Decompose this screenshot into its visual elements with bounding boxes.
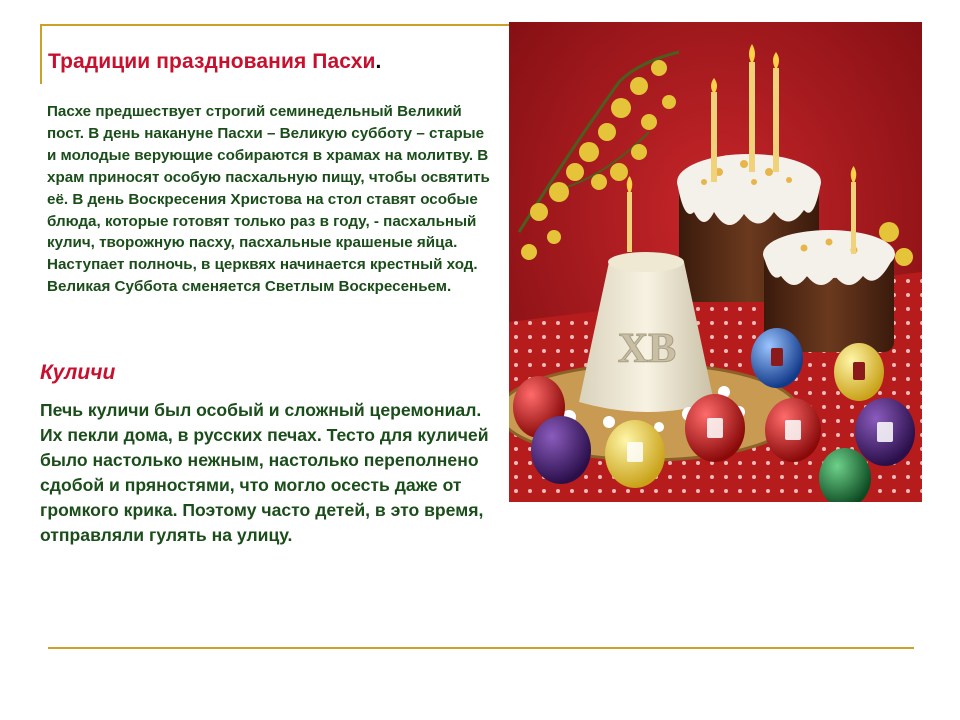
intro-paragraph: Пасхе предшествует строгий семинедельный Великий пост. В день накануне Пасхи – Великую субботу – старые и молодые верующие собираются в храмах на молитву. В храм приносят особую пасхальную пищу, чтобы освятить её. В день Воскресения Христова на стол ставят особые блюда, которые готовят только раз в году, - пасхальный кулич, творожную пасху, пасхальные крашеные яйца. Наступает полночь, в церквях начинается крестный ход. Великая Суббота сменяется Светлым Воскресеньем. — [47, 103, 490, 296]
bottom-accent-line — [48, 647, 914, 649]
easter-table-photo — [509, 22, 922, 502]
slide-title-text: Традиции празднования Пасхи — [48, 50, 376, 73]
slide-title — [48, 50, 381, 74]
left-accent-line — [40, 24, 42, 84]
section-heading-kulichi: Куличи — [40, 361, 116, 384]
slide-title-period: . — [375, 50, 382, 73]
easter-illustration — [509, 22, 922, 502]
pascha-letters: ХВ — [617, 326, 677, 372]
top-accent-line — [40, 24, 512, 26]
kulichi-paragraph: Печь куличи был особый и сложный церемониал. Их пекли дома, в русских печах. Тесто для куличей было настолько нежным, настолько переполнено сдобой и пряностями, что могло осесть даже от громкого крика. Поэтому часто детей, в это время, отправляли гулять на улицу. — [40, 400, 489, 545]
egg-icon — [531, 416, 591, 484]
